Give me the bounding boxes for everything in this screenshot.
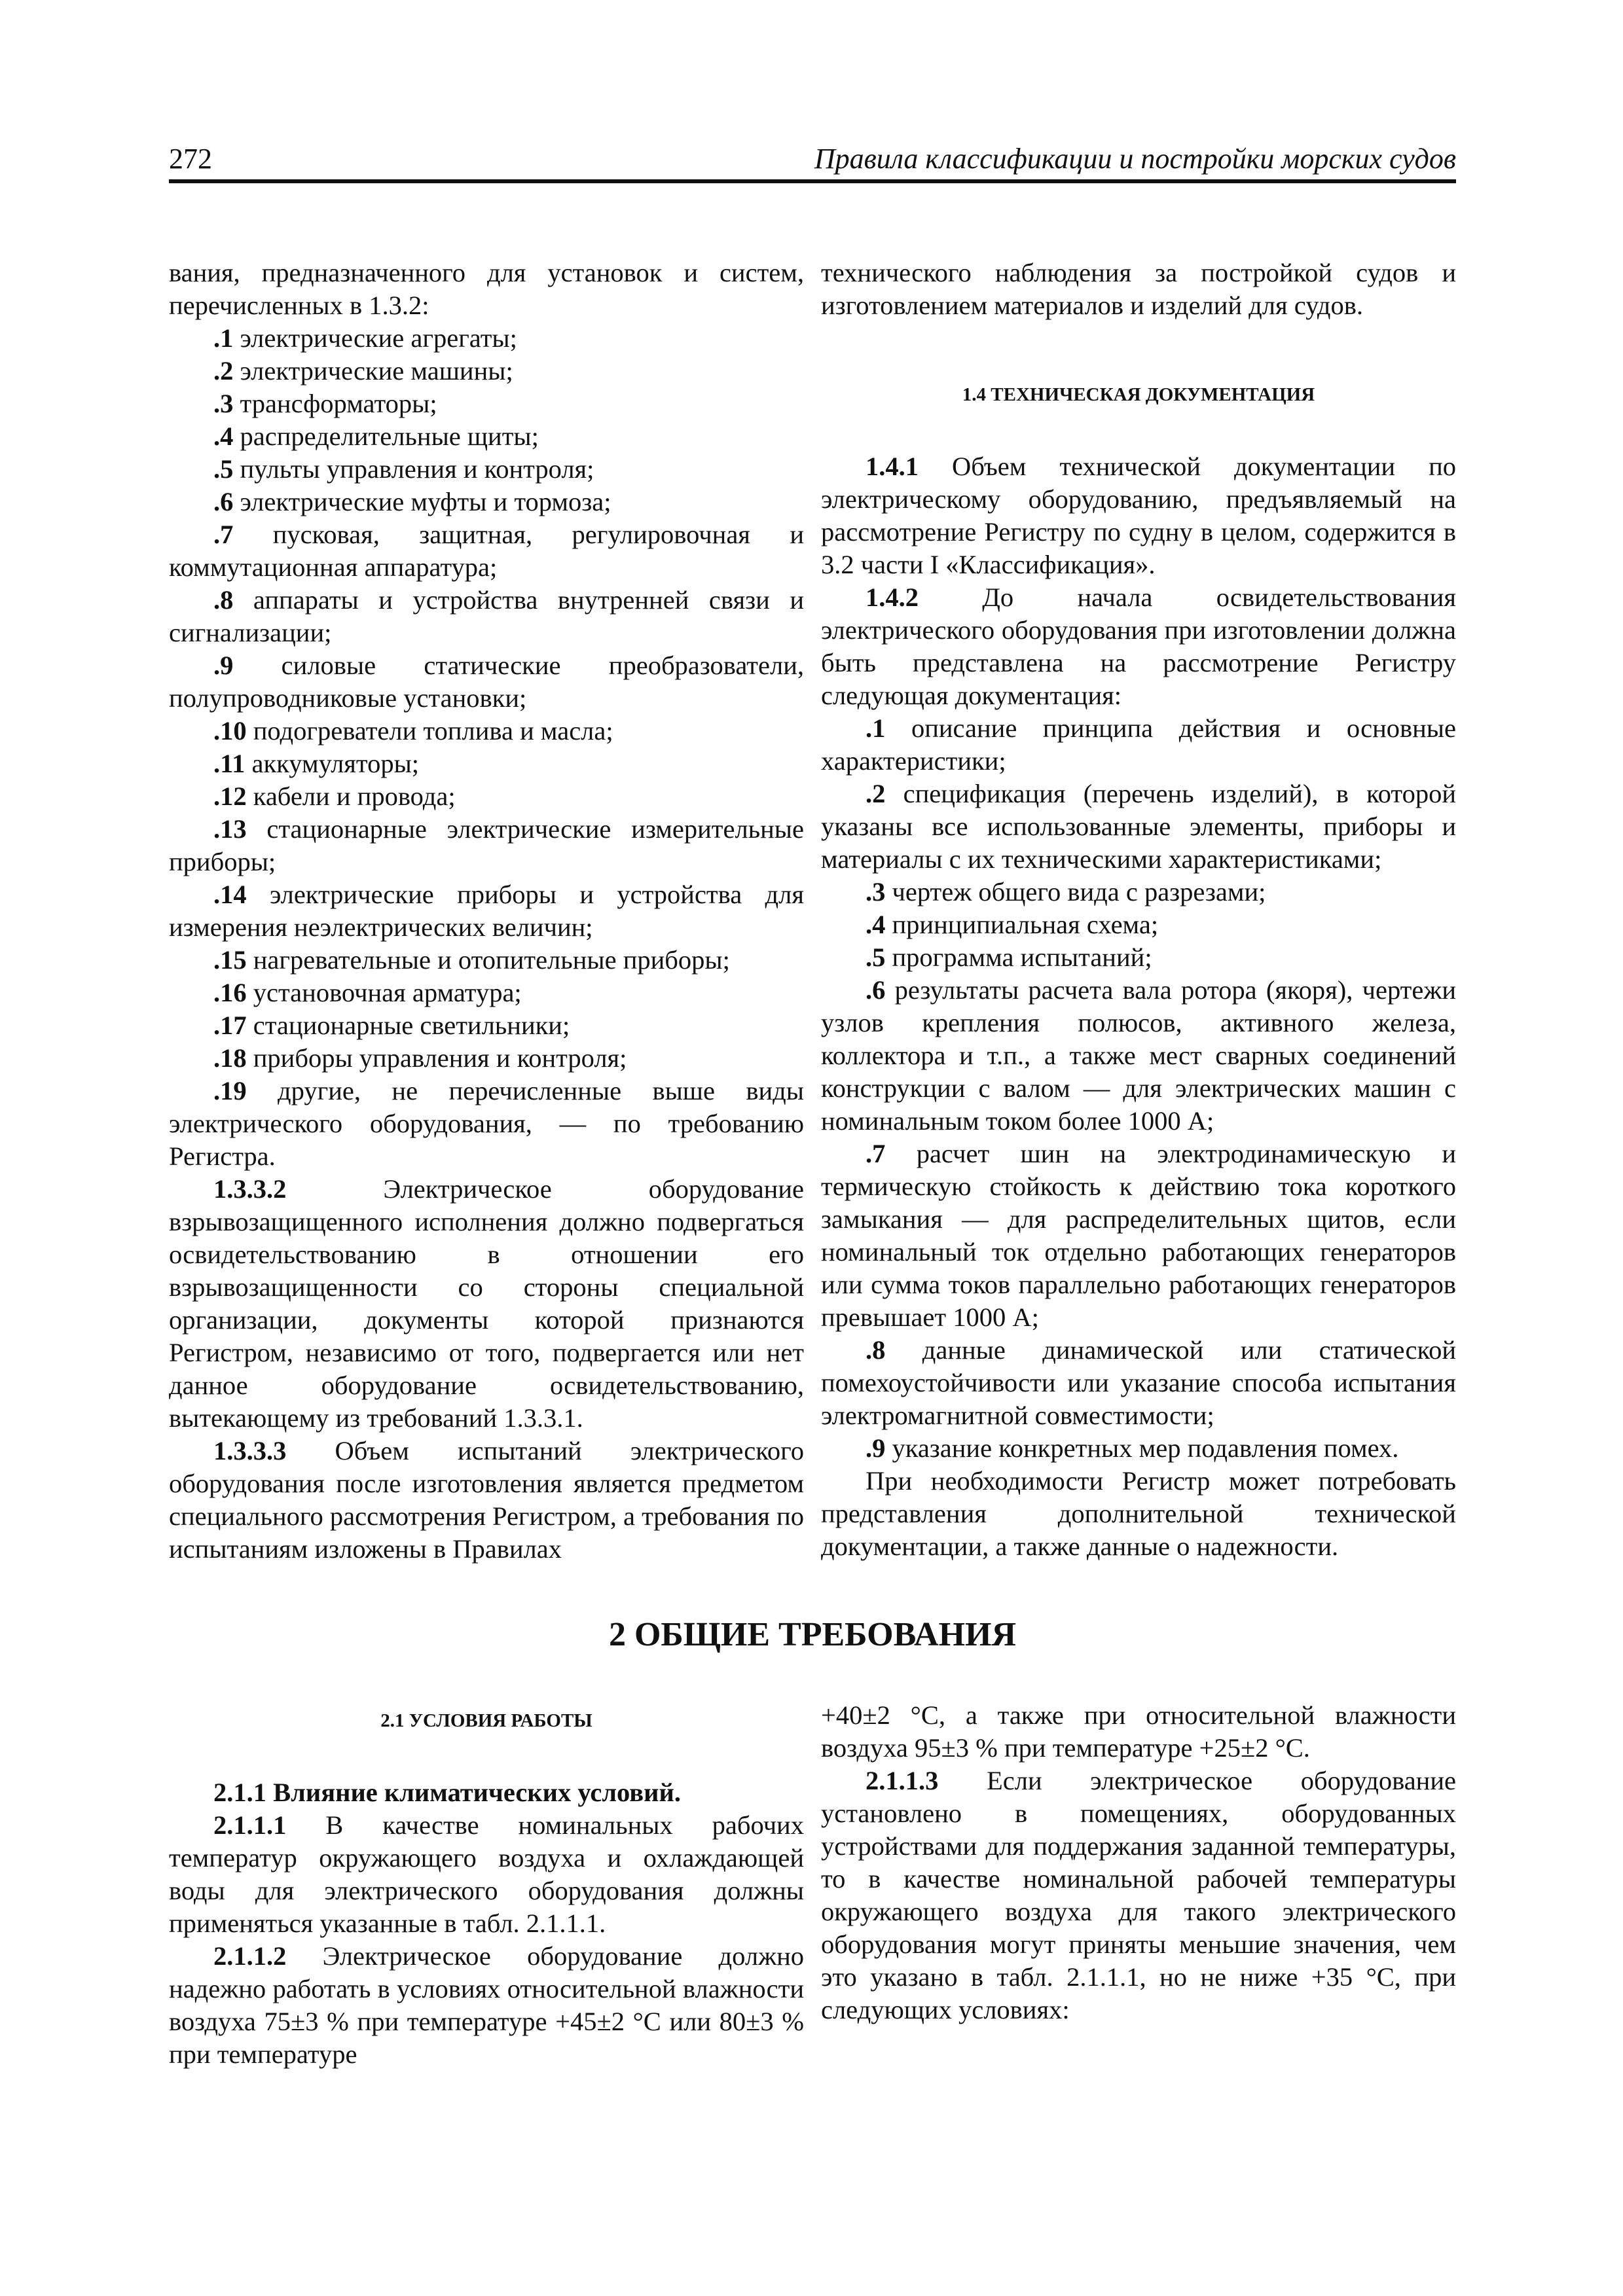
list-item [169,584,804,649]
list-item-text: аппараты и устройства внутренней связи и сигнализации; [169,585,804,647]
list-item [169,420,804,453]
list-item-text: другие, не перечисленные выше виды электрического оборудования, — по требованию Регистра. [169,1076,804,1171]
list-item-text: программа испытаний; [885,942,1152,972]
clause-number: 1.4.1 [866,452,919,481]
clause-heading: 2.1.1 Влияние климатических условий. [213,1778,681,1807]
clause-number: 1.4.2 [866,583,919,612]
clause-number: 1.3.3.2 [213,1174,287,1204]
list-item-number: .4 [866,910,886,939]
list-item [169,355,804,387]
clause-number: 2.1.1.1 [213,1810,287,1840]
list-item-text: указание конкретных мер подавления помех. [885,1433,1399,1463]
list-item [169,387,804,420]
intro-text: вания, предназначенного для установок и систем, перечисленных в 1.3.2: [169,258,804,320]
list-item-number: .16 [213,978,247,1007]
list-item-number: .8 [213,585,234,615]
list-item-number: .3 [213,389,234,418]
list-item [821,876,1456,908]
list-item [821,974,1456,1138]
list-item-number: .7 [866,1139,886,1168]
list-item-text: результаты расчета вала ротора (якоря), чертежи узлов крепления полюсов, активного железа, коллектора и т.п., а также мест сварных соединений конструкции с валом — для электрических машин с номинальным током более 1000 А; [821,975,1456,1136]
list-item-number: .9 [213,651,234,680]
list-item [821,778,1456,876]
list-item [169,322,804,355]
clause-number: 2.1.1.2 [213,1941,287,1971]
clause-text: До начала освидетельствования электрического оборудования при изготовлении должна быть представлена на рассмотрение Регистру следующая документация: [821,583,1456,710]
list-item [169,813,804,878]
page-header [169,143,1456,183]
list-item [169,486,804,518]
list-item-text: подогреватели топлива и масла; [246,716,613,745]
list-item-text: приборы управления и контроля; [246,1043,627,1073]
closing-paragraph: При необходимости Регистр может потребовать представления дополнительной технической документации, а также данные о надежности. [821,1466,1456,1561]
list-item [169,649,804,715]
list-item-number: .9 [866,1433,886,1463]
list-item-text: аккумуляторы; [245,749,420,778]
paragraph-1-4-2 [821,581,1456,712]
list-item-number: .13 [213,814,247,844]
list-item-text: трансформаторы; [233,389,437,418]
list-item-number: .1 [866,713,886,743]
list-item-text: спецификация (перечень изделий), в которой указаны все использованные элементы, приборы и материалы с их техническими характеристиками; [821,779,1456,874]
paragraph-1-3-3-3 [169,1435,804,1566]
clause-text: Электрическое оборудование должно надежно работать в условиях относительной влажности воздуха 75±3 % при температуре +45±2 °C или 80±3 % при температуре [169,1941,804,2069]
top-left-column [169,257,804,1566]
paragraph-2-1-1-1 [169,1809,804,1940]
list-item [169,747,804,780]
list-item [169,1042,804,1075]
clause-text: В качестве номинальных рабочих температур окружающего воздуха и охлаждающей воды для электрического оборудования должны применяться указанные в табл. 2.1.1.1. [169,1810,804,1938]
list-item-text: принципиальная схема; [885,910,1159,939]
list-item-number: .7 [213,520,234,549]
list-item-number: .14 [213,880,247,909]
list-item-number: .8 [866,1335,886,1365]
continuation-text: +40±2 °C, а также при относительной влажности воздуха 95±3 % при температуре +25±2 °C. [821,1700,1456,1763]
paragraph-2-1-1 [169,1776,804,1809]
list-item-text: чертеж общего вида с разрезами; [885,877,1266,906]
bottom-left-column [169,1699,804,2071]
list-item-number: .17 [213,1011,247,1040]
list-item-number: .2 [866,779,886,808]
list-item [169,453,804,486]
list-item [821,712,1456,778]
list-item-text: описание принципа действия и основные характеристики; [821,713,1456,776]
list-item-number: .1 [213,323,234,353]
list-item [821,1432,1456,1465]
list-item-text: электрические муфты и тормоза; [233,487,611,516]
running-title: Правила классификации и постройки морских судов [814,143,1456,175]
list-item-number: .2 [213,356,234,386]
paragraph-2-1-1-3 [821,1765,1456,2026]
list-item [169,1075,804,1173]
documentation-list [821,712,1456,1465]
list-item-text: силовые статические преобразователи, полупроводниковые установки; [169,651,804,713]
paragraph-1-3-3-2 [169,1173,804,1435]
list-item-text: распределительные щиты; [233,422,539,451]
list-item-number: .5 [866,942,886,972]
clause-number: 2.1.1.3 [866,1766,939,1795]
list-item-number: .4 [213,422,234,451]
list-item [169,944,804,977]
list-item [169,1009,804,1042]
list-item-number: .10 [213,716,247,745]
list-item-text: электрические машины; [233,356,513,386]
list-item-number: .15 [213,945,247,975]
list-item [821,941,1456,974]
subsection-heading-2-1: 2.1 УСЛОВИЯ РАБОТЫ [380,1710,593,1731]
list-item-text: электрические агрегаты; [233,323,517,353]
list-item-text: расчет шин на электродинамическую и термическую стойкость к действию тока короткого замыкания — для распределительных щитов, если номинальный ток отдельно работающих генераторов или сумма токов параллельно работающих генераторов превышает 1000 А; [821,1139,1456,1332]
section-heading-1-4: 1.4 ТЕХНИЧЕСКАЯ ДОКУМЕНТАЦИЯ [962,384,1315,405]
clause-number: 1.3.3.3 [213,1436,287,1465]
equipment-list [169,322,804,1173]
bottom-right-column [821,1699,1456,2026]
list-item-number: .19 [213,1076,247,1105]
clause-text: Электрическое оборудование взрывозащищенного исполнения должно подвергаться освидетельствованию в отношении его взрывозащищенности со стороны специальной организации, документы которой признаются Регистром, независимо от того, подвергается или нет данное оборудование освидетельствованию, вытекающему из требований 1.3.3.1. [169,1174,804,1433]
list-item [169,878,804,944]
list-item-text: нагревательные и отопительные приборы; [246,945,730,975]
continuation-text: технического наблюдения за постройкой судов и изготовлением материалов и изделий для судов. [821,258,1456,320]
list-item-number: .6 [213,487,234,516]
list-item-text: данные динамической или статической помехоустойчивости или указание способа испытания электромагнитной совместимости; [821,1335,1456,1430]
section-title: 2 ОБЩИЕ ТРЕБОВАНИЯ [608,1616,1017,1653]
list-item-number: .3 [866,877,886,906]
list-item-number: .6 [866,975,886,1005]
list-item-number: .18 [213,1043,247,1073]
list-item [821,1334,1456,1432]
list-item-number: .12 [213,781,247,811]
page-number: 272 [169,143,212,175]
list-item-text: электрические приборы и устройства для измерения неэлектрических величин; [169,880,804,942]
clause-text: Объем технической документации по электрическому оборудованию, предъявляемый на рассмотрение Регистру по судну в целом, содержится в 3.2 части I «Классификация». [821,452,1456,579]
clause-text: Объем испытаний электрического оборудования после изготовления является предметом специального рассмотрения Регистром, а требования по испытаниям изложены в Правилах [169,1436,804,1564]
list-item [821,1138,1456,1334]
list-item [169,780,804,813]
list-item-number: .5 [213,454,234,484]
paragraph-1-4-1 [821,450,1456,581]
list-item-text: пульты управления и контроля; [233,454,594,484]
paragraph-2-1-1-2 [169,1940,804,2071]
list-item-text: кабели и провода; [246,781,456,811]
list-item-number: .11 [213,749,246,778]
list-item [169,518,804,584]
list-item-text: стационарные электрические измерительные приборы; [169,814,804,876]
list-item [169,715,804,747]
list-item-text: установочная арматура; [246,978,522,1007]
list-item [169,977,804,1009]
clause-text: Если электрическое оборудование установлено в помещениях, оборудованных устройствами для поддержания заданной температуры, то в качестве номинальной рабочей температуры окружающего воздуха для такого электрического оборудования могут приняты меньшие значения, чем это указано в табл. 2.1.1.1, но не ниже +35 °C, при следующих условиях: [821,1766,1456,2024]
list-item [821,908,1456,941]
top-right-column [821,257,1456,1563]
list-item-text: пусковая, защитная, регулировочная и коммутационная аппаратура; [169,520,804,582]
list-item-text: стационарные светильники; [246,1011,570,1040]
